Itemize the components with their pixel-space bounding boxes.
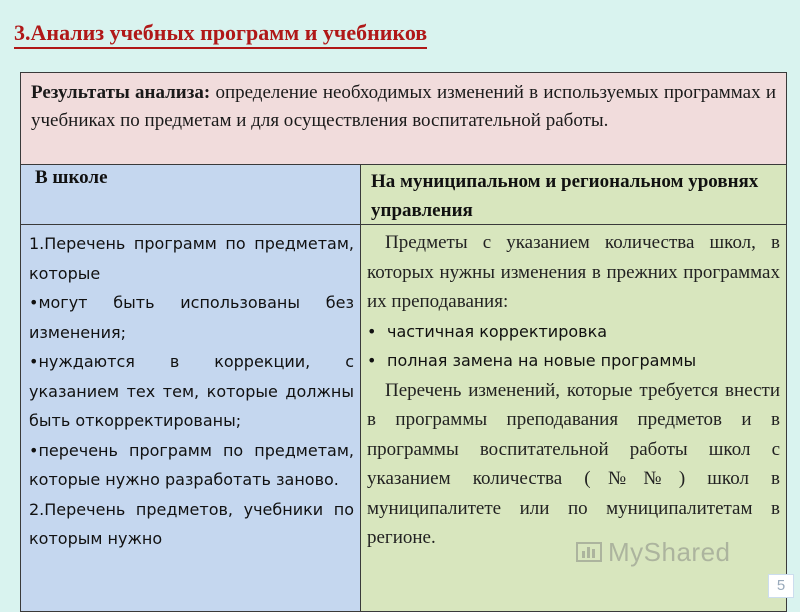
school-column [21, 225, 361, 612]
municipal-item-2: Перечень изменений, которые требуется внести в программы преподавания предметов и в программы воспитательной работы школ с указанием количества (№№) школ в муниципалитете или по муниципалитетам в регионе. [367, 379, 780, 548]
school-bullet-1-text: могут быть использованы без изменения; [29, 293, 354, 342]
municipal-bullet-2 [367, 346, 780, 376]
school-item-1: 1.Перечень программ по предметам, которые [29, 234, 354, 283]
column-header-municipal: На муниципальном и региональном уровнях управления [361, 165, 786, 225]
bullet-icon: • [367, 321, 377, 341]
summary-lead: Результаты анализа: [31, 82, 211, 103]
bullet-icon: • [29, 352, 39, 371]
school-bullet-3-text: перечень программ по предметам, которые нужно разработать заново. [29, 440, 354, 489]
column-header-school: В школе [21, 165, 361, 225]
analysis-table [20, 72, 787, 612]
page-number: 5 [768, 574, 794, 598]
municipal-item-1: Предметы с указанием количества школ, в которых нужны изменения в прежних программах их преподавания: [367, 232, 780, 312]
summary-row [21, 73, 786, 165]
bullet-icon: • [29, 293, 39, 312]
school-bullet-2-text: нуждаются в коррекции, с указанием тех тем, которые должны быть откорректированы; [29, 352, 354, 430]
watermark-logo-icon [574, 537, 604, 565]
school-bullet-2 [29, 347, 354, 436]
school-bullet-1 [29, 288, 354, 347]
municipal-bullet-2-text: полная замена на новые программы [387, 351, 697, 370]
school-item-2: 2.Перечень предметов, учебники по которым нужно [29, 499, 354, 548]
watermark: MyShared [608, 537, 731, 567]
school-bullet-3 [29, 436, 354, 495]
municipal-bullet-1-text: частичная корректировка [387, 321, 608, 341]
municipal-bullet-1 [367, 317, 780, 347]
summary-text: определение необходимых изменений в используемых программах и учебниках по предметам и для осуществления воспитательной работы. [31, 82, 776, 131]
bullet-icon: • [367, 351, 377, 370]
slide-title: 3.Анализ учебных программ и учебников [14, 20, 427, 49]
bullet-icon: • [29, 440, 39, 460]
